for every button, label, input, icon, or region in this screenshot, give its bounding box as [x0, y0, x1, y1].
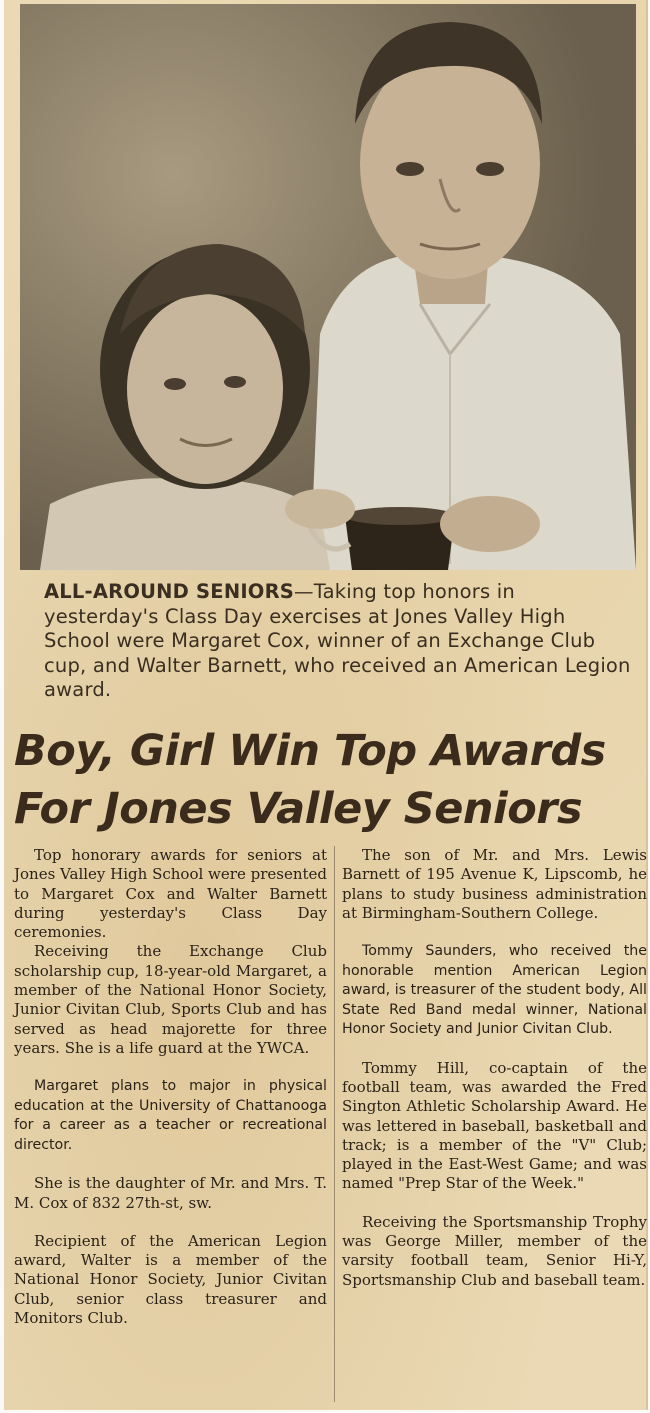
article-paragraph: Receiving the Sportsmanship Trophy was George Miller, member of the varsity football team, Senior Hi-Y, Sportsmanship Club and baseball team. — [342, 1212, 647, 1289]
news-photo — [20, 4, 636, 570]
article-paragraph: Tommy Hill, co-captain of the football team, was awarded the Fred Sington Athletic Scholarship Award. He was lettered in baseball, basketball and track; is a member of the "V" Club; played in the East-West Game; and was named "Prep Star of the Week." — [342, 1058, 647, 1193]
caption-lead: ALL-AROUND SENIORS — [44, 580, 295, 603]
article-column-right — [342, 846, 647, 1309]
article-paragraph: Top honorary awards for seniors at Jones Valley High School were presented to Margaret Cox and Walter Barnett during yesterday's Class Day ceremonies. — [14, 846, 327, 942]
article-paragraph: Tommy Saunders, who received the honorable mention American Legion award, is treasurer of the student body, All State Red Band medal winner, National Honor Society and Junior Civitan Club. — [342, 943, 647, 1038]
column-divider — [334, 846, 335, 1402]
article-paragraph: Receiving the Exchange Club scholarship cup, 18-year-old Margaret, a member of the National Honor Society, Junior Civitan Club, Sports Club and has served as head majorette for three years. She is a life guard at the YWCA. — [14, 942, 327, 1057]
article-paragraph: The son of Mr. and Mrs. Lewis Barnett of 195 Avenue K, Lipscomb, he plans to study business administration at Birmingham-Southern College. — [342, 846, 647, 922]
article-paragraph: Margaret plans to major in physical education at the University of Chattanooga for a career as a teacher or recreational director. — [14, 1078, 327, 1153]
article-column-left — [14, 846, 327, 1347]
headline — [14, 722, 644, 838]
caption-text: —Taking top honors in yesterday's Class Day exercises at Jones Valley High School were Margaret Cox, winner of an Exchange Club cup, and Walter Barnett, who received an American Legion award. — [44, 580, 631, 701]
headline-line-1: Boy, Girl Win Top Awards — [14, 726, 606, 776]
newspaper-clipping — [4, 0, 648, 1410]
photo-illustration — [20, 4, 636, 570]
photo-caption — [44, 580, 634, 703]
article-paragraph: She is the daughter of Mr. and Mrs. T. M. Cox of 832 27th-st, sw. — [14, 1174, 327, 1212]
headline-line-2: For Jones Valley Seniors — [14, 784, 583, 834]
article-paragraph: Recipient of the American Legion award, Walter is a member of the National Honor Society, Junior Civitan Club, senior class treasurer and Monitors Club. — [14, 1231, 327, 1328]
